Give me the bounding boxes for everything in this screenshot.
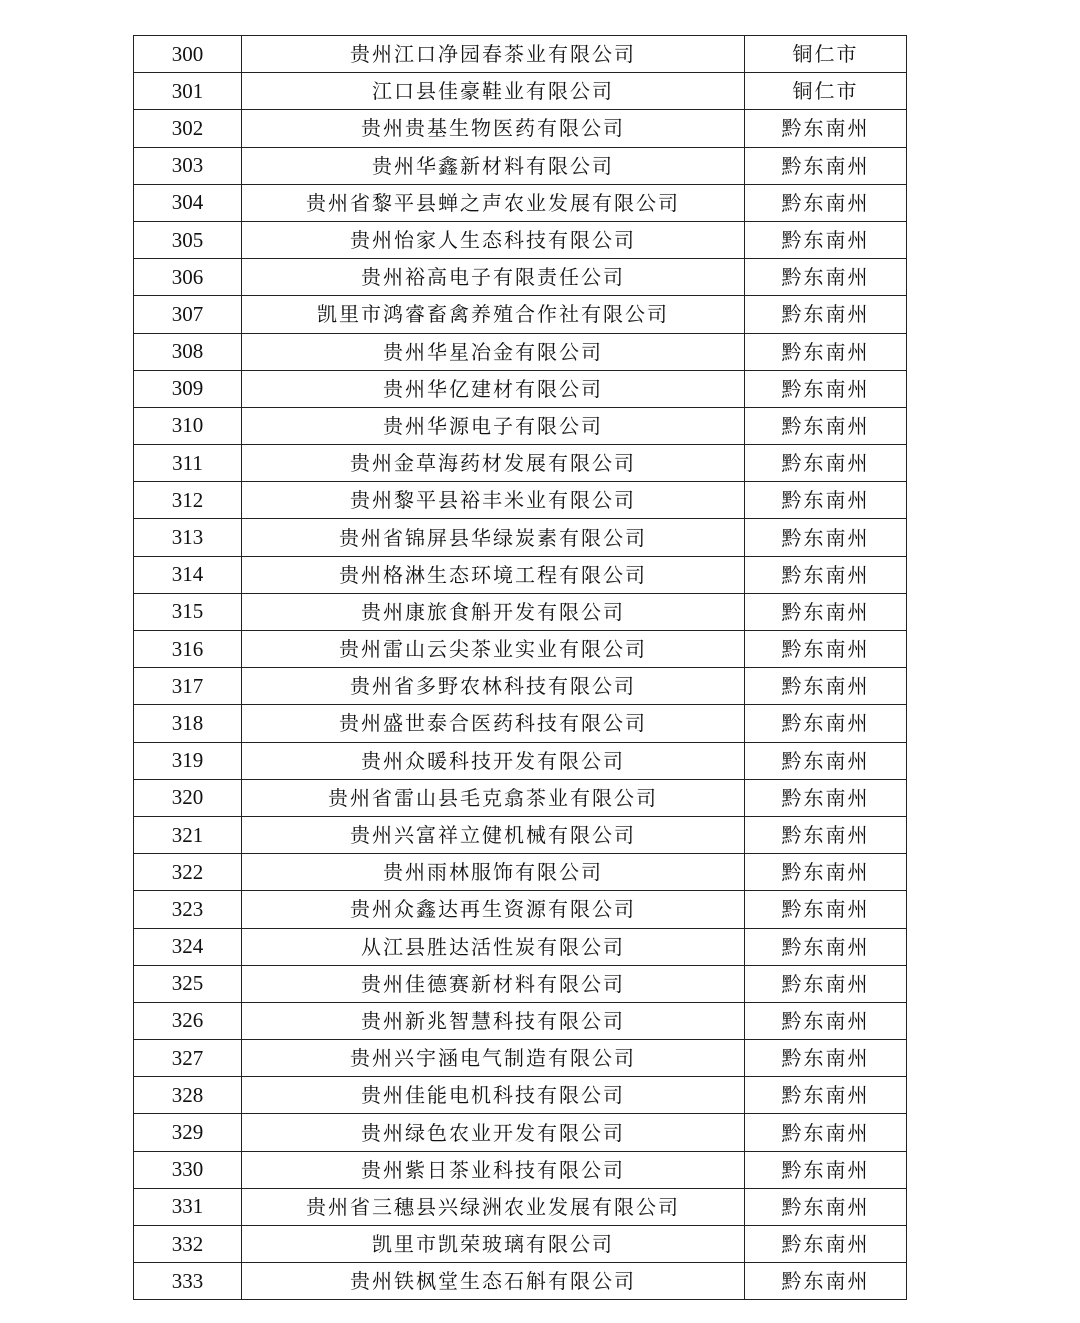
company-name-cell: 贵州格淋生态环境工程有限公司 bbox=[242, 556, 745, 593]
region-cell: 黔东南州 bbox=[745, 1040, 907, 1077]
company-name-cell: 贵州裕高电子有限责任公司 bbox=[242, 259, 745, 296]
region-cell: 黔东南州 bbox=[745, 816, 907, 853]
row-number-cell: 318 bbox=[134, 705, 242, 742]
table-row bbox=[134, 1114, 907, 1151]
region-cell: 黔东南州 bbox=[745, 556, 907, 593]
table-row bbox=[134, 928, 907, 965]
region-cell: 黔东南州 bbox=[745, 1114, 907, 1151]
region-cell: 黔东南州 bbox=[745, 854, 907, 891]
table-row bbox=[134, 816, 907, 853]
row-number-cell: 311 bbox=[134, 445, 242, 482]
company-list-table bbox=[133, 35, 907, 1300]
region-cell: 黔东南州 bbox=[745, 482, 907, 519]
region-cell: 黔东南州 bbox=[745, 184, 907, 221]
company-name-cell: 贵州兴宇涵电气制造有限公司 bbox=[242, 1040, 745, 1077]
region-cell: 黔东南州 bbox=[745, 631, 907, 668]
table-row bbox=[134, 593, 907, 630]
company-name-cell: 凯里市凯荣玻璃有限公司 bbox=[242, 1226, 745, 1263]
table-row bbox=[134, 742, 907, 779]
company-name-cell: 贵州铁枫堂生态石斛有限公司 bbox=[242, 1263, 745, 1300]
company-name-cell: 贵州华星冶金有限公司 bbox=[242, 333, 745, 370]
table-row bbox=[134, 705, 907, 742]
company-name-cell: 贵州雷山云尖茶业实业有限公司 bbox=[242, 631, 745, 668]
region-cell: 铜仁市 bbox=[745, 73, 907, 110]
company-name-cell: 贵州怡家人生态科技有限公司 bbox=[242, 221, 745, 258]
table-row bbox=[134, 779, 907, 816]
table-row bbox=[134, 965, 907, 1002]
region-cell: 黔东南州 bbox=[745, 1188, 907, 1225]
region-cell: 黔东南州 bbox=[745, 928, 907, 965]
company-name-cell: 贵州金草海药材发展有限公司 bbox=[242, 445, 745, 482]
region-cell: 黔东南州 bbox=[745, 333, 907, 370]
table-row bbox=[134, 184, 907, 221]
company-name-cell: 贵州众暖科技开发有限公司 bbox=[242, 742, 745, 779]
row-number-cell: 330 bbox=[134, 1151, 242, 1188]
row-number-cell: 316 bbox=[134, 631, 242, 668]
company-name-cell: 贵州华鑫新材料有限公司 bbox=[242, 147, 745, 184]
company-name-cell: 贵州黎平县裕丰米业有限公司 bbox=[242, 482, 745, 519]
table-row bbox=[134, 73, 907, 110]
region-cell: 黔东南州 bbox=[745, 221, 907, 258]
row-number-cell: 309 bbox=[134, 370, 242, 407]
row-number-cell: 307 bbox=[134, 296, 242, 333]
row-number-cell: 323 bbox=[134, 891, 242, 928]
table-row bbox=[134, 370, 907, 407]
region-cell: 黔东南州 bbox=[745, 110, 907, 147]
row-number-cell: 324 bbox=[134, 928, 242, 965]
table-row bbox=[134, 519, 907, 556]
company-name-cell: 从江县胜达活性炭有限公司 bbox=[242, 928, 745, 965]
row-number-cell: 325 bbox=[134, 965, 242, 1002]
table-row bbox=[134, 556, 907, 593]
company-name-cell: 贵州盛世泰合医药科技有限公司 bbox=[242, 705, 745, 742]
region-cell: 黔东南州 bbox=[745, 742, 907, 779]
region-cell: 黔东南州 bbox=[745, 593, 907, 630]
company-name-cell: 贵州兴富祥立健机械有限公司 bbox=[242, 816, 745, 853]
region-cell: 黔东南州 bbox=[745, 445, 907, 482]
row-number-cell: 313 bbox=[134, 519, 242, 556]
row-number-cell: 320 bbox=[134, 779, 242, 816]
company-name-cell: 贵州紫日茶业科技有限公司 bbox=[242, 1151, 745, 1188]
region-cell: 黔东南州 bbox=[745, 1151, 907, 1188]
row-number-cell: 301 bbox=[134, 73, 242, 110]
company-name-cell: 贵州省多野农林科技有限公司 bbox=[242, 668, 745, 705]
region-cell: 黔东南州 bbox=[745, 1077, 907, 1114]
table-row bbox=[134, 296, 907, 333]
region-cell: 黔东南州 bbox=[745, 1226, 907, 1263]
row-number-cell: 332 bbox=[134, 1226, 242, 1263]
region-cell: 黔东南州 bbox=[745, 370, 907, 407]
region-cell: 黔东南州 bbox=[745, 891, 907, 928]
row-number-cell: 308 bbox=[134, 333, 242, 370]
company-name-cell: 贵州佳能电机科技有限公司 bbox=[242, 1077, 745, 1114]
company-name-cell: 贵州康旅食斛开发有限公司 bbox=[242, 593, 745, 630]
company-name-cell: 贵州绿色农业开发有限公司 bbox=[242, 1114, 745, 1151]
table-row bbox=[134, 482, 907, 519]
company-name-cell: 贵州贵基生物医药有限公司 bbox=[242, 110, 745, 147]
company-name-cell: 贵州雨林服饰有限公司 bbox=[242, 854, 745, 891]
table-row bbox=[134, 333, 907, 370]
region-cell: 黔东南州 bbox=[745, 1263, 907, 1300]
company-name-cell: 凯里市鸿睿畜禽养殖合作社有限公司 bbox=[242, 296, 745, 333]
row-number-cell: 312 bbox=[134, 482, 242, 519]
table-row bbox=[134, 407, 907, 444]
table-row bbox=[134, 891, 907, 928]
company-name-cell: 贵州省三穗县兴绿洲农业发展有限公司 bbox=[242, 1188, 745, 1225]
table-row bbox=[134, 1151, 907, 1188]
table-row bbox=[134, 445, 907, 482]
region-cell: 黔东南州 bbox=[745, 705, 907, 742]
row-number-cell: 305 bbox=[134, 221, 242, 258]
row-number-cell: 331 bbox=[134, 1188, 242, 1225]
company-name-cell: 贵州新兆智慧科技有限公司 bbox=[242, 1002, 745, 1039]
table-row bbox=[134, 110, 907, 147]
row-number-cell: 326 bbox=[134, 1002, 242, 1039]
company-name-cell: 贵州佳德赛新材料有限公司 bbox=[242, 965, 745, 1002]
table-row bbox=[134, 1002, 907, 1039]
table-body bbox=[134, 36, 907, 1300]
company-name-cell: 贵州众鑫达再生资源有限公司 bbox=[242, 891, 745, 928]
company-name-cell: 江口县佳豪鞋业有限公司 bbox=[242, 73, 745, 110]
company-name-cell: 贵州江口净园春茶业有限公司 bbox=[242, 36, 745, 73]
region-cell: 黔东南州 bbox=[745, 1002, 907, 1039]
row-number-cell: 314 bbox=[134, 556, 242, 593]
company-name-cell: 贵州省雷山县毛克翕茶业有限公司 bbox=[242, 779, 745, 816]
table-row bbox=[134, 259, 907, 296]
table-row bbox=[134, 36, 907, 73]
table-row bbox=[134, 854, 907, 891]
row-number-cell: 319 bbox=[134, 742, 242, 779]
region-cell: 黔东南州 bbox=[745, 296, 907, 333]
row-number-cell: 322 bbox=[134, 854, 242, 891]
table-row bbox=[134, 221, 907, 258]
row-number-cell: 329 bbox=[134, 1114, 242, 1151]
region-cell: 铜仁市 bbox=[745, 36, 907, 73]
company-name-cell: 贵州省锦屏县华绿炭素有限公司 bbox=[242, 519, 745, 556]
region-cell: 黔东南州 bbox=[745, 259, 907, 296]
row-number-cell: 302 bbox=[134, 110, 242, 147]
region-cell: 黔东南州 bbox=[745, 519, 907, 556]
table-row bbox=[134, 1040, 907, 1077]
company-name-cell: 贵州华源电子有限公司 bbox=[242, 407, 745, 444]
row-number-cell: 306 bbox=[134, 259, 242, 296]
row-number-cell: 310 bbox=[134, 407, 242, 444]
row-number-cell: 300 bbox=[134, 36, 242, 73]
table-row bbox=[134, 147, 907, 184]
region-cell: 黔东南州 bbox=[745, 965, 907, 1002]
row-number-cell: 317 bbox=[134, 668, 242, 705]
region-cell: 黔东南州 bbox=[745, 779, 907, 816]
table-row bbox=[134, 1077, 907, 1114]
table-row bbox=[134, 1226, 907, 1263]
region-cell: 黔东南州 bbox=[745, 407, 907, 444]
row-number-cell: 321 bbox=[134, 816, 242, 853]
row-number-cell: 328 bbox=[134, 1077, 242, 1114]
company-name-cell: 贵州华亿建材有限公司 bbox=[242, 370, 745, 407]
row-number-cell: 303 bbox=[134, 147, 242, 184]
region-cell: 黔东南州 bbox=[745, 147, 907, 184]
company-name-cell: 贵州省黎平县蝉之声农业发展有限公司 bbox=[242, 184, 745, 221]
table-row bbox=[134, 631, 907, 668]
row-number-cell: 327 bbox=[134, 1040, 242, 1077]
row-number-cell: 333 bbox=[134, 1263, 242, 1300]
table-row bbox=[134, 1263, 907, 1300]
region-cell: 黔东南州 bbox=[745, 668, 907, 705]
table-row bbox=[134, 1188, 907, 1225]
row-number-cell: 304 bbox=[134, 184, 242, 221]
table-row bbox=[134, 668, 907, 705]
row-number-cell: 315 bbox=[134, 593, 242, 630]
